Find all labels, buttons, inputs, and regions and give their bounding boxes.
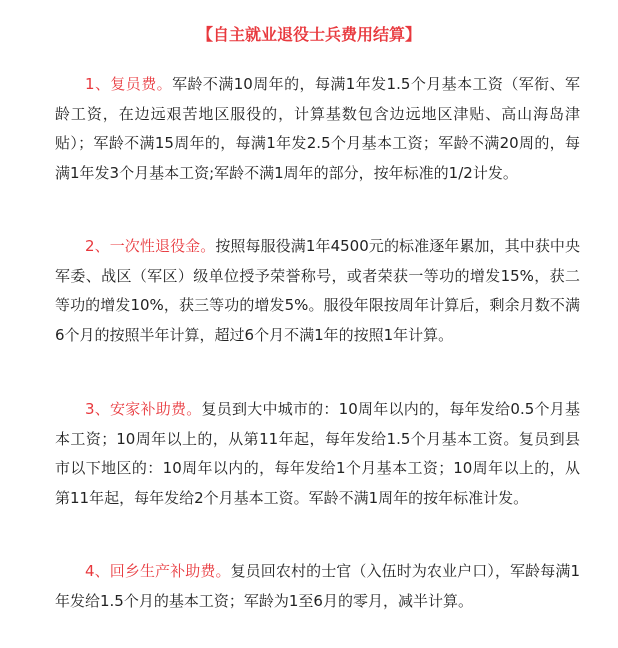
section-severance-pay [55,70,580,188]
section-body: 按照每服役满1年4500元的标准逐年累加，其中获中央军委、战区（军区）级单位授予荣誉称号，或者荣获一等功的增发15%，获二等功的增发10%，获三等功的增发5%。服役年限按周年计算后，剩余月数不满6个月的按照半年计算，超过6个月不满1年的按照1年计算。 [55,237,580,344]
section-heading: 4、回乡生产补助费。 [85,562,231,580]
section-body: 军龄不满10周年的，每满1年发1.5个月基本工资（军衔、军龄工资，在边远艰苦地区服役的，计算基数包含边远地区津贴、高山海岛津贴）；军龄不满15周年的，每满1年发2.5个月基本工资；军龄不满20周的，每满1年发3个月基本工资;军龄不满1周年的部分，按年标准的1/2计发。 [55,75,580,182]
section-lump-sum-pension [55,232,580,350]
section-heading: 1、复员费。 [85,75,173,93]
section-settlement-subsidy [55,395,580,513]
section-body: 复员到大中城市的：10周年以内的，每年发给0.5个月基本工资；10周年以上的，从第11年起，每年发给1.5个月基本工资。复员到县市以下地区的：10周年以内的，每年发给1个月基本工资；10周年以上的，从第11年起，每年发给2个月基本工资。军龄不满1周年的按年标准计发。 [55,400,580,507]
article-title: 【自主就业退役士兵费用结算】 [196,25,421,44]
section-body: 复员回农村的士官（入伍时为农业户口），军龄每满1年发给1.5个月的基本工资；军龄为1至6月的零月，减半计算。 [55,562,580,610]
section-rural-production-subsidy [55,557,580,616]
section-heading: 3、安家补助费。 [85,400,202,418]
section-heading: 2、一次性退役金。 [85,237,216,255]
